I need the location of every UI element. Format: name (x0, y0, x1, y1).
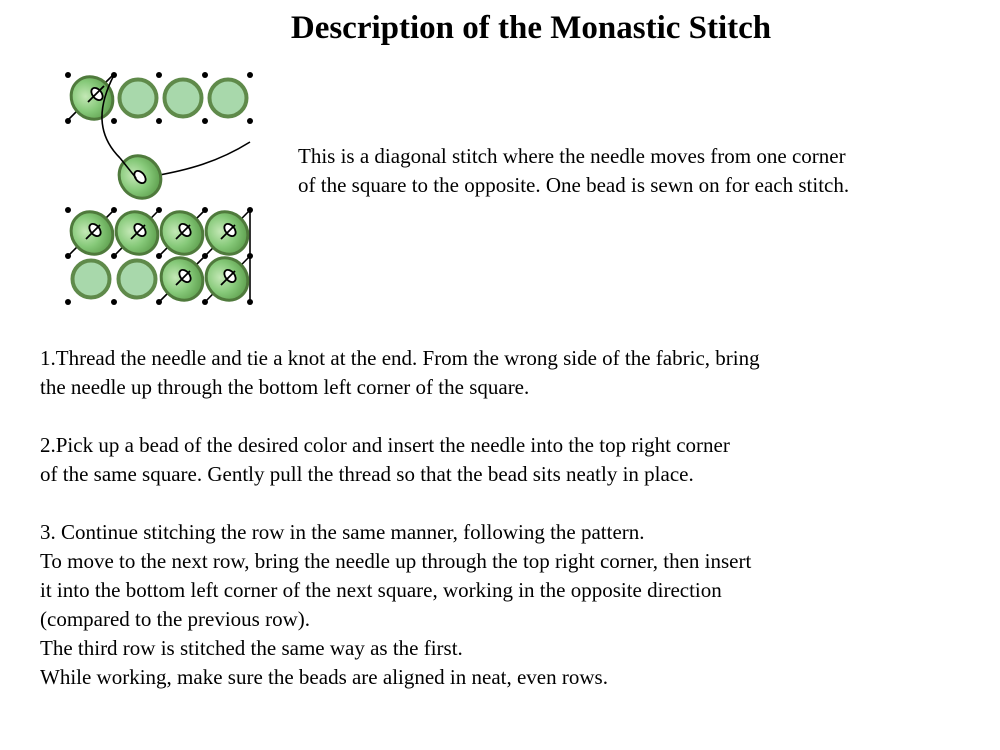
stitch-diagram (58, 66, 264, 312)
step-1 (40, 344, 980, 402)
step-line: The third row is stitched the same way as the first. (40, 636, 463, 660)
bead-unsewn (73, 261, 110, 298)
bead-unsewn (165, 80, 202, 117)
intro-text (298, 142, 988, 200)
step-line: While working, make sure the beads are aligned in neat, even rows. (40, 665, 608, 689)
intro-line: of the square to the opposite. One bead is sewn on for each stitch. (298, 173, 850, 197)
page-title: Description of the Monastic Stitch (290, 10, 772, 46)
step-line: 3. Continue stitching the row in the same manner, following the pattern. (40, 520, 645, 544)
bead-unsewn (119, 261, 156, 298)
step-2 (40, 431, 980, 489)
step-line: 2.Pick up a bead of the desired color and insert the needle into the top right corner (40, 433, 730, 457)
step-line: To move to the next row, bring the needle up through the top right corner, then insert (40, 549, 752, 573)
step-line: it into the bottom left corner of the next square, working in the opposite direction (40, 578, 722, 602)
top-row (63, 68, 253, 127)
bottom-rows (63, 203, 257, 308)
bead-unsewn (120, 80, 157, 117)
step-line: 1.Thread the needle and tie a knot at the end. From the wrong side of the fabric, bring (40, 346, 760, 370)
step-line: of the same square. Gently pull the thread so that the bead sits neatly in place. (40, 462, 694, 486)
step-3 (40, 518, 980, 692)
step-line: (compared to the previous row). (40, 607, 310, 631)
instruction-steps (40, 344, 980, 721)
step-line: the needle up through the bottom left corner of the square. (40, 375, 530, 399)
intro-line: This is a diagonal stitch where the needle moves from one corner (298, 144, 846, 168)
bead-unsewn (210, 80, 247, 117)
